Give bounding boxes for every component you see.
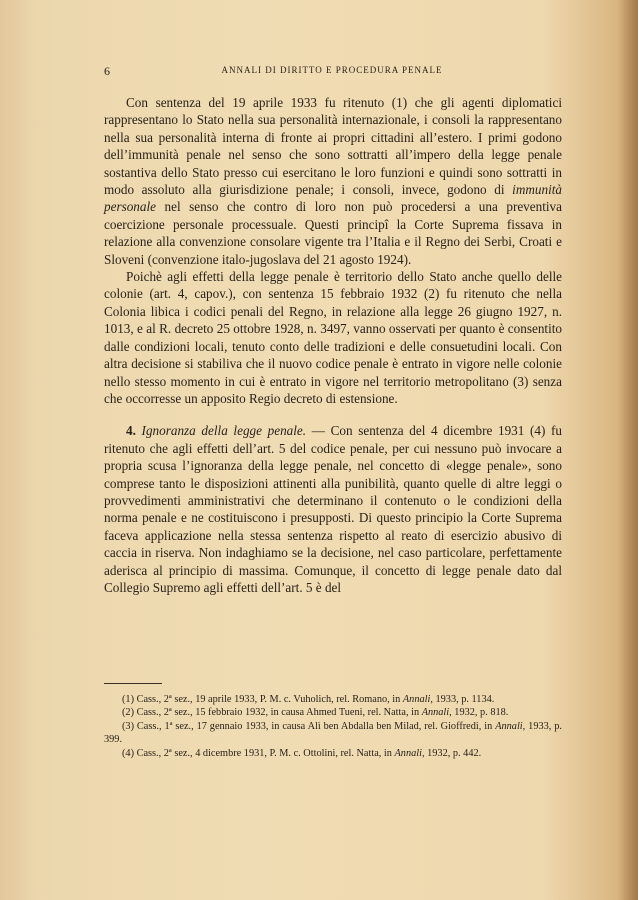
text-segment-italic: immunità personale — [104, 182, 562, 215]
footnote-text: , 1933, p. 399. — [104, 720, 562, 746]
footnotes — [104, 693, 562, 760]
paragraph-colonies — [104, 268, 562, 407]
footnote-text: , 1932, p. 442. — [421, 747, 482, 759]
paragraph-consuls — [104, 94, 562, 268]
page-header — [104, 64, 560, 78]
body-text — [104, 94, 562, 596]
paragraph-section-4 — [104, 422, 562, 596]
section-number: 4. — [126, 423, 142, 439]
footnote-text: , 1933, p. 1134. — [430, 694, 495, 705]
footnote-text: (1) Cass., 2ª sez., 19 aprile 1933, P. M. c. Vuholich, rel. Romano, in — [122, 694, 403, 705]
text-segment: Poichè agli effetti della legge penale è territorio dello Stato anche quello delle colonie (art. 4, capov.), con sentenza 15 febbraio 1932 (2) fu ritenuto che nella Colonia libica i codici penali del Regno, in relazione alla legge 26 giugno 1927, n. 1013, e al R. decreto 25 ottobre 1928, n. 3497, vanno osservati per quanto è consentito dalle condizioni locali, tenuto conto delle tradizioni e delle consuetudini locali. Con altra decisione si stabiliva che il nuovo codice penale è entrato in vigore nelle colonie nello stesso momento in cui è entrato in vigore nel territorio metropolitano (3) senza che occorresse un apposito Regio decreto di estensione. — [104, 269, 562, 406]
footnote-4 — [104, 747, 562, 760]
text-segment: — Con sentenza del 4 dicembre 1931 (4) fu ritenuto che agli effetti dell’art. 5 del codice penale, per cui nessuno può invocare a propria scusa l’ignoranza della legge penale, nel concetto di «legge penale», sono comprese tanto le disposizioni attinenti alla punibilità, quanto quelle di altre leggi o provvedimenti amministrativi che determinano il contenuto o le condizioni della norma penale e ne costituiscono i presupposti. Di questo principio la Corte Suprema faceva applicazione nella stessa sentenza rispetto al reato di esercizio abusivo di caccia in riserva. Non indaghiamo se la decisione, nel caso particolare, perfettamente aderisca al principio di massima. Comunque, il concetto di legge penale dato dal Collegio Supremo agli effetti dell’art. 5 è del — [104, 423, 563, 595]
footnote-2 — [104, 706, 562, 719]
section-title: Ignoranza della legge penale. — [141, 423, 307, 439]
footnote-journal: Annali — [394, 747, 422, 759]
footnote-rule — [104, 683, 162, 684]
text-segment: nel senso che contro di loro non può procedersi a una preventiva coercizione personale processuale. Questi principî la Corte Suprema fissava in relazione alla convenzione consolare vigente tra l’Italia e il Regno dei Serbi, Croati e Sloveni (convenzione italo-jugoslava del 21 agosto 1924). — [104, 199, 562, 267]
footnote-text: (4) Cass., 2ª sez., 4 dicembre 1931, P. M. c. Ottolini, rel. Natta, in — [122, 747, 395, 759]
footnote-text: , 1932, p. 818. — [449, 707, 509, 719]
footnote-1 — [104, 693, 562, 706]
footnote-journal: Annali — [495, 720, 523, 732]
footnote-3 — [104, 720, 562, 747]
text-segment: Con sentenza del 19 aprile 1933 fu ritenuto (1) che gli agenti diplomatici rappresentano lo Stato nella sua personalità internazionale, i consoli la rappresentano nella sua personalità interna di fronte ai propri cittadini all’estero. I primi godono dell’immunità penale nel senso che sono sottratti all’impero della legge penale sostantiva dello Stato presso cui esercitano le loro funzioni e quindi sono sottratti in modo assoluto alla giurisdizione penale; i consoli, invece, godono di — [104, 95, 562, 198]
footnote-text: (3) Cass., 1ª sez., 17 gennaio 1933, in causa Alì ben Abdalla ben Milad, rel. Gioffredi, in — [122, 720, 496, 732]
running-title: ANNALI DI DIRITTO E PROCEDURA PENALE — [221, 65, 443, 75]
footnote-journal: Annali — [421, 707, 450, 719]
page-edge-shadow — [616, 0, 638, 900]
footnote-text: (2) Cass., 2ª sez., 15 febbraio 1932, in causa Ahmed Tueni, rel. Natta, in — [122, 707, 422, 719]
page-number: 6 — [104, 64, 110, 78]
footnote-journal: Annali — [402, 694, 431, 705]
